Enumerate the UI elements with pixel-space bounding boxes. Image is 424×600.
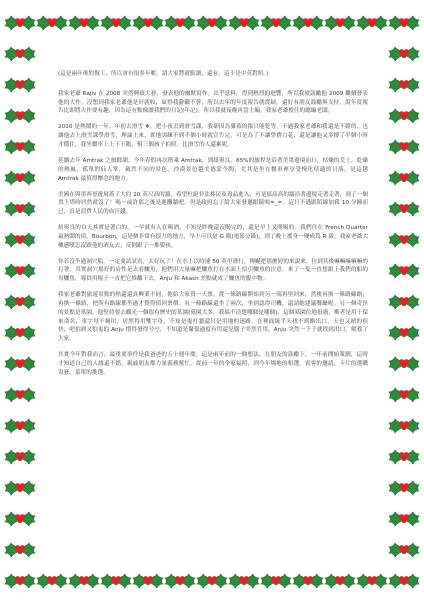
holly-sprig-icon: [5, 109, 35, 123]
holly-sprig-icon: [165, 574, 195, 588]
paragraph-anniversary: 其實今年對我而言，最重要事件是我爸爸的五十週年慶，這是兩年前的一個想法，在朋友的鼓勵下，一年前開始策劃，這時才知道自己的人緣還不錯，親戚朋友都力量義務幫忙，從前一年的全家福照，到今年場地的租選，賓客的邀請，卡片的選購寄發，菜單的挑選，: [58, 352, 368, 376]
holly-sprig-icon: [5, 357, 35, 371]
intro-note: (這是兩年後的復工，所以會有很多年暱，請大家將就點讀，還有，這不是中英對照。): [58, 71, 269, 77]
holly-sprig-icon: [133, 16, 163, 30]
holly-sprig-icon: [261, 574, 291, 588]
holly-sprig-icon: [133, 574, 163, 588]
holly-sprig-icon: [389, 16, 419, 30]
holly-sprig-icon: [389, 543, 419, 557]
holly-sprig-icon: [389, 512, 419, 526]
holly-sprig-icon: [101, 16, 131, 30]
holly-sprig-icon: [389, 171, 419, 185]
holly-sprig-icon: [389, 47, 419, 61]
holly-sprig-icon: [5, 419, 35, 433]
paragraph-ski: 2010 是熱鬧的一年。年初去滑雪 ❄，把小孩丟到滑雪課，我卻因為膝蓋的傷只能乾等。不過我家老爺和我還是不錯的，也讓他去上滑雪課學滑雪，理論上來，實地訓練不到半個小時就宣告完。可是為了不讓學費白花，還是讓他又多撐了半個小時才穩住，我坐纜車上上下下跑，幫三個孩子拍照，比滑雪的人還累呢。: [58, 124, 368, 148]
holly-sprig-icon: [389, 202, 419, 216]
letter-body: [58, 70, 368, 540]
holly-sprig-icon: [389, 574, 419, 588]
holly-sprig-icon: [325, 574, 355, 588]
holly-sprig-icon: [389, 78, 419, 92]
holly-sprig-icon: [389, 233, 419, 247]
holly-sprig-icon: [5, 202, 35, 216]
holly-sprig-icon: [229, 16, 259, 30]
holly-sprig-icon: [101, 574, 131, 588]
holly-sprig-icon: [389, 388, 419, 402]
holly-sprig-icon: [293, 16, 323, 30]
holly-sprig-icon: [389, 326, 419, 340]
holly-sprig-icon: [5, 233, 35, 247]
holly-sprig-icon: [165, 16, 195, 30]
paragraph-tour: 我家老爺對旅遊景點的熱還還真興業不同，他給大家買一天票，從一條路線開始到另一端再里回來，然後再換一條路線路，再換一條路，把所有路線都坐過才覺得值回票價。有一條路線還坐了兩次，坐到認得司機，還請她建議餐廳呢。另一個奇怪的景點是墓園，他堅持要去觀光一個很有歷史的墓園(墓園大多，我搞不清楚哪個是哪個)，這個墓園位地很廣，衝者是用于保來命名，車字母不夠用，居然得用雙字母，不知是鬼打牆還只是用地的迷路，在裡面繞半天找不到路出口，天也又晴的很快，吧拍到又怕鬼的 Anju 揹得發得兮兮，不知道是緊張過度有用還是腦子突然管用，Anju 突然一下子就找到出口，解救了大家。: [58, 292, 368, 343]
holly-sprig-icon: [293, 574, 323, 588]
holly-sprig-icon: [5, 481, 35, 495]
holly-sprig-icon: [389, 419, 419, 433]
holly-sprig-icon: [389, 264, 419, 278]
holly-sprig-icon: [389, 481, 419, 495]
holly-sprig-icon: [197, 574, 227, 588]
holly-sprig-icon: [357, 574, 387, 588]
holly-sprig-icon: [69, 16, 99, 30]
paragraph-ski-intro: 我家老爺 Rajiv 在 2008 突然興致大發，發表他的幽默寫作。出乎意料，得到熱烈的迴響，所以我就鼓勵他 2009 繼續發表他的大作。沒想到我家老爺他是好就收，氣得我辭職不幹，所以去年的年度報告就從缺。還好有朋友鼓勵與支持，說年度報告比即將大作要有趣，因為這有點像讀我們的日記(年記)，所以我就夜晚再當主編，我家老爺擔任的總編老闆。: [58, 90, 368, 115]
holly-sprig-icon: [5, 326, 35, 340]
holly-sprig-icon: [5, 264, 35, 278]
paragraph-new-orleans: 紐奧良的白天其實是著白的，一早就有人在喝酒，不知是昨晚還沒喝完的，還是早上又開喝的。我們住在 French Quarter 最熱鬧的街，Bourbon，這是個非常有很力的地方，早上可以是 G 級(電影分級)，到了晚上搖身一變成爲 R 級。我家老爺大概感嘆怎沒跟他的酒友去，反倒跟了一堆嬰孩。: [58, 225, 368, 249]
holly-sprig-icon: [5, 512, 35, 526]
holly-sprig-icon: [5, 171, 35, 185]
holly-sprig-icon: [389, 109, 419, 123]
holly-sprig-icon: [5, 16, 35, 30]
holly-sprig-icon: [37, 16, 67, 30]
holly-sprig-icon: [69, 574, 99, 588]
holly-sprig-icon: [5, 543, 35, 557]
paragraph-border-wall: 美國在與墨西哥邊境蓋了大約 20 英尺高的牆，希望杜絕非法移民及毒品進入，可是那高高的牆沿著邊境走著走著，到了一個置上塔時居然就沒了！喝～或許那之後是進攤牆吧，但是政府忘了給大家發邀眼鏡嗎=_=。這只不過跟陌線加我 10 分鐘而已，真是浪費人民的血汗錢。: [58, 191, 368, 216]
holly-sprig-icon: [229, 574, 259, 588]
holly-sprig-icon: [389, 140, 419, 154]
holly-sprig-icon: [37, 574, 67, 588]
holly-sprig-icon: [261, 16, 291, 30]
holly-sprig-icon: [5, 295, 35, 309]
holly-sprig-icon: [5, 450, 35, 464]
holly-sprig-icon: [5, 140, 35, 154]
holly-sprig-icon: [5, 574, 35, 588]
holly-sprig-icon: [389, 450, 419, 464]
holly-sprig-icon: [197, 16, 227, 30]
holly-sprig-icon: [5, 47, 35, 61]
holly-sprig-icon: [389, 357, 419, 371]
holly-sprig-icon: [5, 388, 35, 402]
holly-sprig-icon: [325, 16, 355, 30]
holly-sprig-icon: [357, 16, 387, 30]
holly-sprig-icon: [389, 295, 419, 309]
paragraph-amtrak: 延續去年 Amtrak 之旅餘韻，今年春假再次搭乘 Amtrak，到紐奧良。85%的旅程是沿著美墨邊境而行，枯燥的荒土，乾燥的熱風，孤單的仙人掌，載然不同的景色。沙漠景色越美德蒙今陶，尤其是坐在餐車裡享受慢化恬適的日落，是這趟 Amtrak 最值得懷念的地方。: [58, 157, 368, 182]
paragraph-airboat: 你若沒坐過洞穴船，一定要試試看，太好玩了！在水上以時速 50 英里滑行，傳颳把那麼婷的來說來，拉到其後嘛嘛嘛嘛嘛的打著。其實洞穴船好的肩性是去看鱷魚，他們用大量嘛把鱷魚打在水面上招引鱷魚的注意，來了一隻一直想跟上我們的船的母鱷魚，導員用棍子一直把它推離下去，Anju 和 Akash 差點就成了鱷魚的腹中物。: [58, 258, 368, 283]
holly-sprig-icon: [5, 78, 35, 92]
